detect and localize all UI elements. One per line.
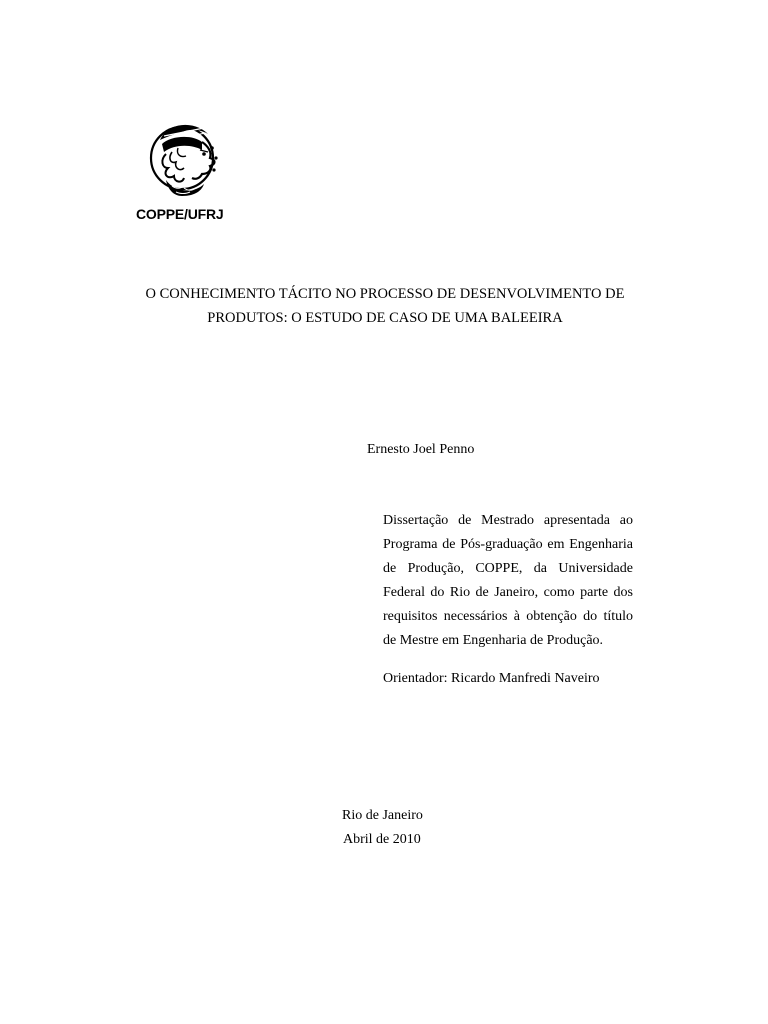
minerva-head-icon — [146, 118, 224, 204]
thesis-description: Dissertação de Mestrado apresentada ao Programa de Pós-graduação em Engenharia de Produção, COPPE, da Universidade Federal do Rio de Janeiro, como parte dos requisitos necessários à obtenção do título de Mestre em Engenharia de Produção. — [383, 513, 633, 648]
place-text: Rio de Janeiro — [342, 808, 423, 823]
author-name: Ernesto Joel Penno — [367, 442, 475, 457]
thesis-title: O CONHECIMENTO TÁCITO NO PROCESSO DE DESENVOLVIMENTO DE PRODUTOS: O ESTUDO DE CASO DE UMA BALEEIRA — [145, 286, 625, 326]
date-text: Abril de 2010 — [343, 832, 421, 847]
institution-name: COPPE/UFRJ — [136, 206, 224, 222]
advisor-name: Orientador: Ricardo Manfredi Naveiro — [383, 671, 600, 686]
